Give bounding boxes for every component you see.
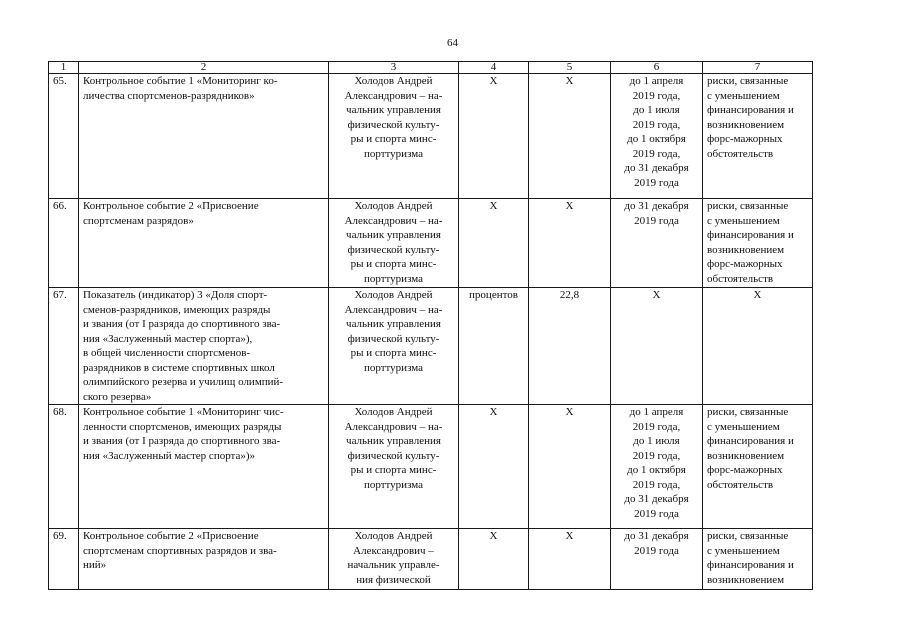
responsible-person: Холодов Андрей Александрович – на- чальник управления физической культу- ры и спорта минс- порттуризма — [329, 74, 459, 199]
risks: Х — [703, 288, 813, 405]
row-number: 65. — [49, 74, 79, 199]
unit-of-measure: Х — [459, 199, 529, 288]
row-number: 68. — [49, 405, 79, 529]
column-number: 4 — [459, 62, 529, 74]
target-value: Х — [529, 199, 611, 288]
table-row — [49, 405, 813, 529]
target-value: Х — [529, 405, 611, 529]
row-number: 67. — [49, 288, 79, 405]
deadline: до 31 декабря 2019 года — [611, 529, 703, 590]
table-row — [49, 288, 813, 405]
responsible-person: Холодов Андрей Александрович – на- чальник управления физической культу- ры и спорта минс- порттуризма — [329, 199, 459, 288]
table-row — [49, 529, 813, 590]
deadline: Х — [611, 288, 703, 405]
risks: риски, связанные с уменьшением финансирования и возникновением форс-мажорных обстоятельств — [703, 405, 813, 529]
column-number: 5 — [529, 62, 611, 74]
responsible-person: Холодов Андрей Александрович – на- чальник управления физической культу- ры и спорта минс- порттуризма — [329, 288, 459, 405]
event-name: Контрольное событие 1 «Мониторинг чис- ленности спортсменов, имеющих разряды и звания (от I разряда до спортивного зва- ния «Заслуженный мастер спорта»)» — [79, 405, 329, 529]
unit-of-measure: Х — [459, 74, 529, 199]
target-value: Х — [529, 529, 611, 590]
table-row — [49, 199, 813, 288]
unit-of-measure: процентов — [459, 288, 529, 405]
row-number: 66. — [49, 199, 79, 288]
column-number: 2 — [79, 62, 329, 74]
column-number: 1 — [49, 62, 79, 74]
risks: риски, связанные с уменьшением финансирования и возникновением форс-мажорных обстоятельств — [703, 199, 813, 288]
unit-of-measure: Х — [459, 405, 529, 529]
row-number: 69. — [49, 529, 79, 590]
deadline: до 1 апреля 2019 года, до 1 июля 2019 года, до 1 октября 2019 года, до 31 декабря 2019 года — [611, 74, 703, 199]
risks: риски, связанные с уменьшением финансирования и возникновением форс-мажорных обстоятельств — [703, 74, 813, 199]
column-number: 3 — [329, 62, 459, 74]
plan-table — [48, 61, 813, 590]
event-name: Контрольное событие 1 «Мониторинг ко- личества спортсменов-разрядников» — [79, 74, 329, 199]
event-name: Контрольное событие 2 «Присвоение спортсменам разрядов» — [79, 199, 329, 288]
column-number: 7 — [703, 62, 813, 74]
deadline: до 1 апреля 2019 года, до 1 июля 2019 года, до 1 октября 2019 года, до 31 декабря 2019 года — [611, 405, 703, 529]
responsible-person: Холодов Андрей Александрович – начальник управле- ния физической — [329, 529, 459, 590]
page-number: 64 — [447, 37, 458, 49]
column-numbers-row — [49, 62, 813, 74]
event-name: Контрольное событие 2 «Присвоение спортсменам спортивных разрядов и зва- ний» — [79, 529, 329, 590]
column-number: 6 — [611, 62, 703, 74]
deadline: до 31 декабря 2019 года — [611, 199, 703, 288]
risks: риски, связанные с уменьшением финансирования и возникновением — [703, 529, 813, 590]
target-value: 22,8 — [529, 288, 611, 405]
table-row — [49, 74, 813, 199]
indicator-name: Показатель (индикатор) 3 «Доля спорт- сменов-разрядников, имеющих разряды и звания (от I разряда до спортивного зва- ния «Заслуженный мастер спорта»), в общей численности спортсменов- разрядников в системе спортивных школ олимпийского резерва и училищ олимпий- ского резерва» — [79, 288, 329, 405]
responsible-person: Холодов Андрей Александрович – на- чальник управления физической культу- ры и спорта минс- порттуризма — [329, 405, 459, 529]
target-value: Х — [529, 74, 611, 199]
unit-of-measure: Х — [459, 529, 529, 590]
